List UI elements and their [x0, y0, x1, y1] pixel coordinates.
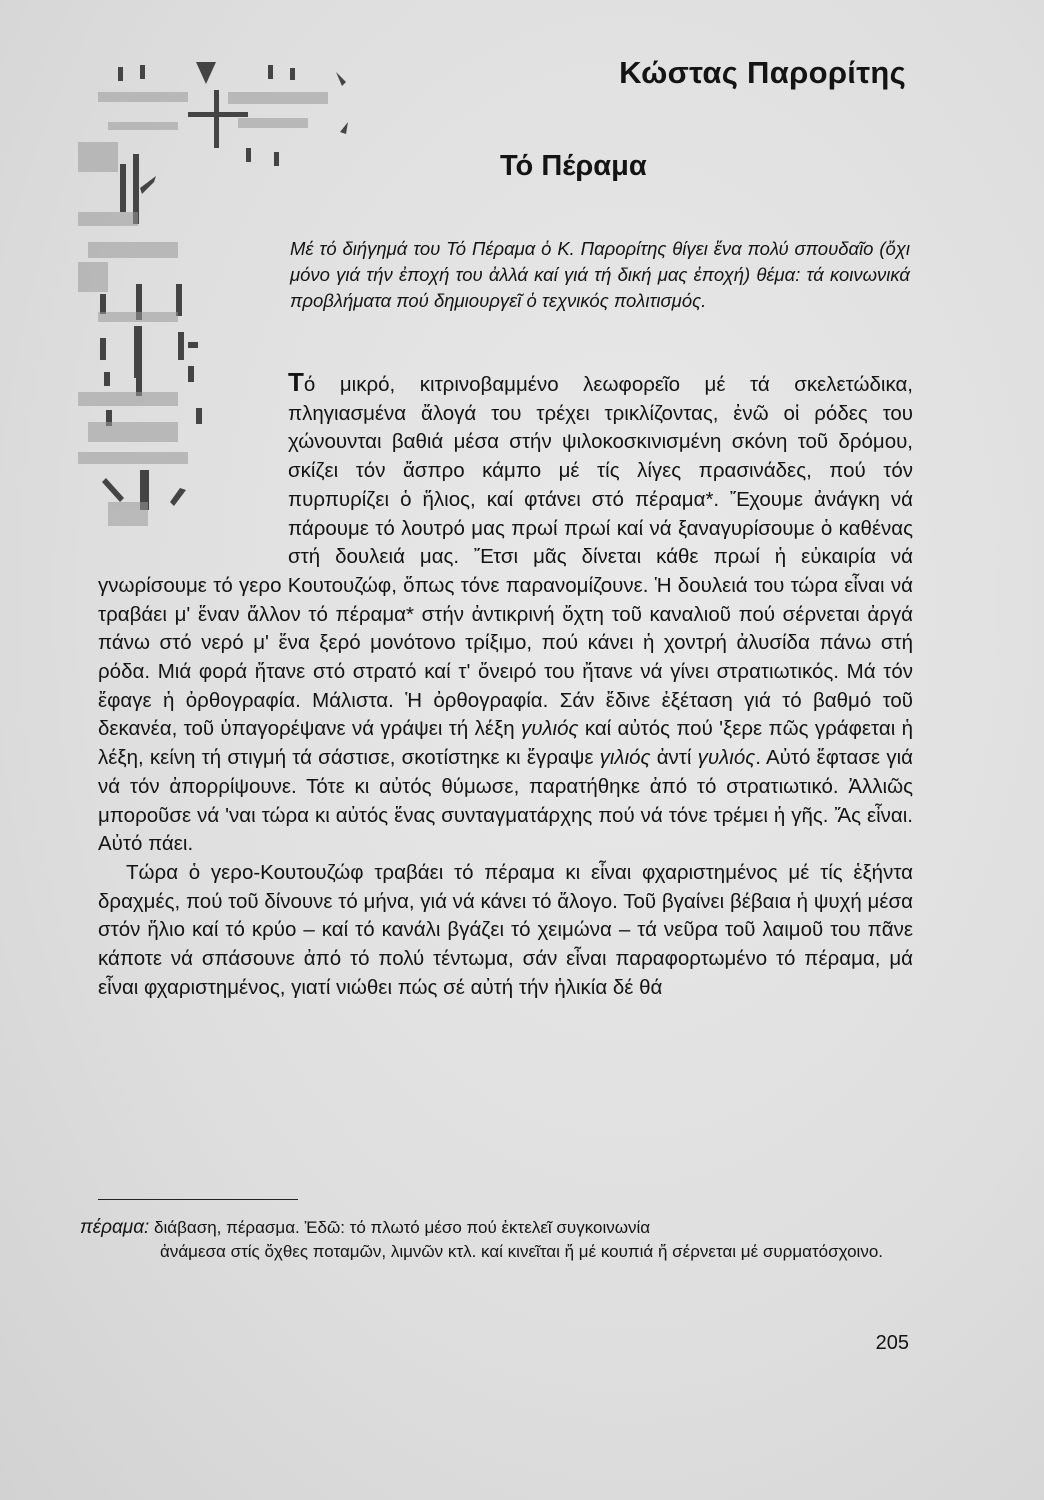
footnote-line-1: διάβαση, πέρασμα. Ἐδῶ: τό πλωτό μέσο πού ἐκτελεῖ συγκοινωνία — [149, 1218, 651, 1237]
emphasis-word: γυλιός — [697, 746, 756, 770]
page-number: 205 — [875, 1332, 909, 1354]
main-text — [98, 368, 913, 1002]
ornament-spacer — [98, 368, 288, 568]
footnote — [80, 1216, 920, 1264]
footnote-divider — [98, 1199, 298, 1200]
intro-text: Μέ τό διήγημά του Τό Πέραμα ὁ Κ. Παρορίτης θίγει ἕνα πολύ σπουδαῖο (ὄχι μόνο γιά τήν ἐποχή του ἀλλά καί γιά τή δική μας ἐποχή) θέμα: τά κοινωνικά προβλήματα πού δημιουργεῖ ὁ τεχνικός πολιτισμός. — [290, 238, 910, 311]
paragraph-1-text: ό μικρό, κιτρινοβαμμένο λεωφορεῖο μέ τά σκελετώδικα, πληγιασμένα ἄλογά του τρέχει τρικλίζοντας, ἐνῶ οἱ ρόδες του χώνουνται βαθιά μέσα στήν ψιλοκοσκινισμένη σκόνη τοῦ δρόμου, σκίζει τόν ἄσπρο κάμπο μέ τίς λίγες πρασινάδες, πού τόν πυρπυρίζει ὁ ἥλιος, καί φτάνει στό πέραμα*. Ἔχουμε ἀνάγκη νά πάρουμε τό λουτρό μας πρωί πρωί καί νά ξαναγυρίσουμε ὁ καθένας στή δουλειά μας. Ἔτσι μᾶς δίνεται κάθε πρωί ἡ εὐκαιρία νά γνωρίσουμε τό γερο Κουτουζώφ, ὅπως τόνε παρανομίζουνε. Ἡ δουλειά του τώρα εἶναι νά τραβάει μ' ἕναν ἄλλον τό πέραμα* στήν ἀντικρινή ὄχτη τοῦ καναλιοῦ πού σέρνεται ἀργά πάνω στό νερό μ' ἕνα ξερό μονότονο τρίξιμο, πού κάνει ἡ χοντρή ἀλυσίδα πάνω στή ρόδα. Μιά φορά ἤτανε στό στρατό καί τ' ὄνειρό του ἤτανε νά γίνει στρατιωτικός. Μά τόν ἔφαγε ἡ ὀρθογραφία. Μάλιστα. Ἡ ὀρθογραφία. Σάν ἔδινε ἐξέταση γιά τό βαθμό τοῦ δεκανέα, τοῦ ὑπαγορέψανε νά γράψει τή λέξη — [98, 373, 913, 741]
emphasis-word: γιλιός — [599, 746, 651, 770]
paragraph-1-text-2: καί αὐτός πού 'ξερε πῶς γράφεται ἡ λέξη, κείνη τή στιγμή τά σάστισε, σκοτίστηκε κι ἔγραψε — [98, 717, 913, 770]
footnote-term: πέραμα: — [80, 1217, 150, 1238]
paragraph-1-text-4: . Αὐτό ἔφτασε γιά νά τόν ἀπορρίψουνε. Τότε κι αὐτός θύμωσε, παρατήθηκε ἀπό τό στρατιωτικό. Ἀλλιῶς μποροῦσε νά 'ναι τώρα κι αὐτός ἕνας συνταγματάρχης πού νά τόνε τρέμει ἡ γῆς. Ἄς εἶναι. Αὐτό πάει. — [98, 746, 913, 856]
footnote-line-2: ἀνάμεσα στίς ὄχθες ποταμῶν, λιμνῶν κτλ. καί κινεῖται ἤ μέ κουπιά ἤ σέρνεται μέ συρματόσχοινο. — [160, 1242, 883, 1261]
paragraph-1-text-3: ἀντί — [650, 746, 698, 770]
story-title: Τό Πέραμα — [500, 150, 647, 182]
author-name: Κώστας Παρορίτης — [619, 55, 906, 90]
emphasis-word: γυλιός — [520, 717, 579, 741]
drop-cap: Τ — [288, 367, 304, 397]
paragraph-2: Τώρα ὁ γερο-Κουτουζώφ τραβάει τό πέραμα κι εἶναι φχαριστημένος μέ τίς ἑξήντα δραχμές, πού τοῦ δίνουνε τό μήνα, γιά νά κάνει τό ἄλογο. Τοῦ βγαίνει βέβαια ἡ ψυχή μέσα στόν ἥλιο καί τό κρύο – καί τό κανάλι βγάζει τό χειμώνα – τά νεῦρα τοῦ λαιμοῦ του πᾶνε κάποτε νά σπάσουνε ἀπό τό πολύ τέντωμα, σάν εἶναι παραφορτωμένο τό πέραμα, μά εἶναι φχαριστημένος, γιατί νιώθει πώς σέ αὐτή τήν ἡλικία δέ θά — [98, 860, 913, 999]
